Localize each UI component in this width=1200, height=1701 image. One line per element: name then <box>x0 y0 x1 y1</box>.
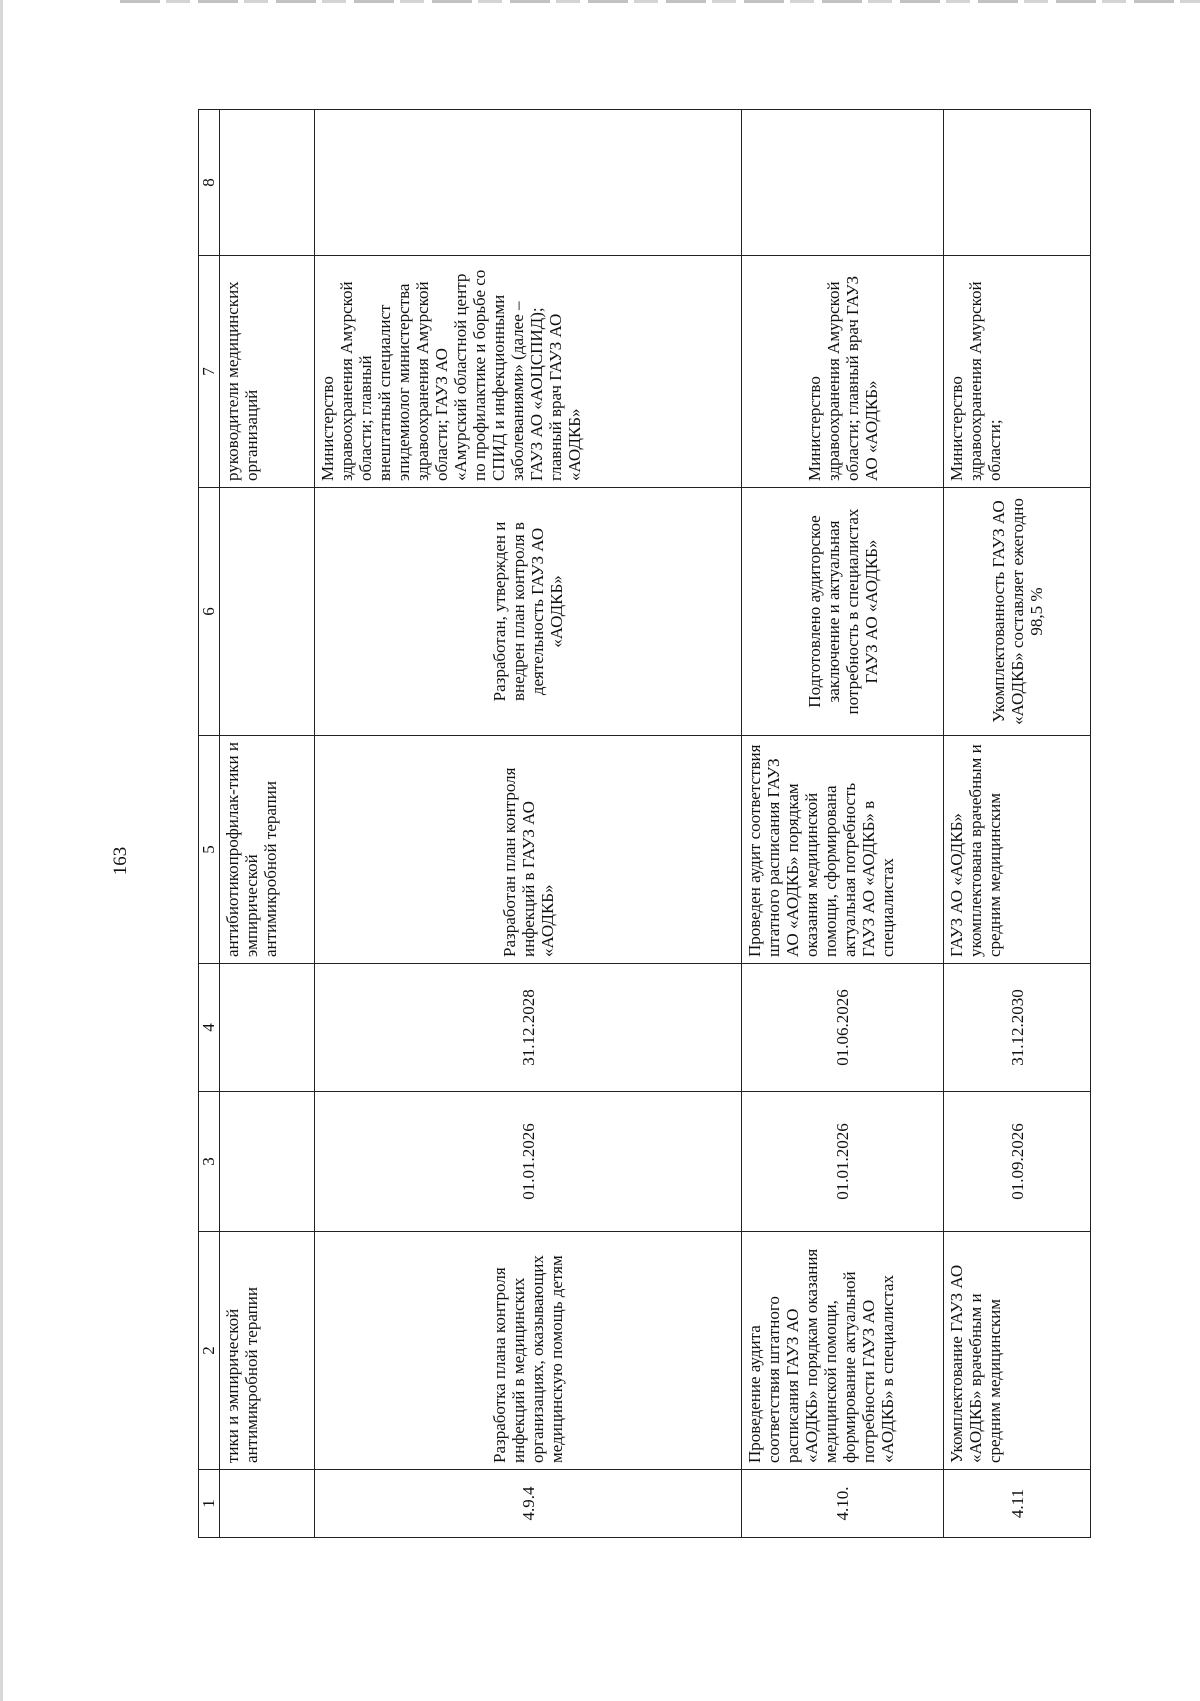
plan-table <box>198 109 1091 1538</box>
cell-indicator <box>220 488 315 736</box>
cell-indicator: Подготовлено аудиторское заключение и актуальная потребность в специалистах ГАУЗ АО «АОДКБ» <box>742 488 944 736</box>
header-row <box>199 110 220 1538</box>
cell-num: 4.10. <box>742 1470 944 1538</box>
col-header-7: 7 <box>199 256 220 488</box>
cell-end: 31.12.2030 <box>944 964 1091 1092</box>
page-number: 163 <box>110 846 131 876</box>
table-row <box>315 110 742 1538</box>
table-row <box>944 110 1091 1538</box>
cell-result: Проведен аудит соответствия штатного расписания ГАУЗ АО «АОДКБ» порядкам оказания медицинской помощи, сформирована актуальная потребность ГАУЗ АО «АОДКБ» в специалистах <box>742 736 944 964</box>
cell-num <box>220 1470 315 1538</box>
cell-name: Разработка плана контроля инфекций в медицинских организациях, оказывающих медицинскую помощь детям <box>315 1232 742 1470</box>
cell-result: ГАУЗ АО «АОДКБ» укомплектована врачебным и средним медицинским <box>944 736 1091 964</box>
col-header-8: 8 <box>199 110 220 256</box>
cell-start: 01.01.2026 <box>315 1092 742 1232</box>
cell-result: антибиотикопрофилак-тики и эмпирической антимикробной терапии <box>220 736 315 964</box>
cell-indicator: Разработан, утвержден и внедрен план контроля в деятельность ГАУЗ АО «АОДКБ» <box>315 488 742 736</box>
table-row <box>742 110 944 1538</box>
cell-start <box>220 1092 315 1232</box>
cell-name: Укомплектование ГАУЗ АО «АОДКБ» врачебным и средним медицинским <box>944 1232 1091 1470</box>
col-header-2: 2 <box>199 1232 220 1470</box>
cell-num: 4.11 <box>944 1470 1091 1538</box>
col-header-5: 5 <box>199 736 220 964</box>
cell-result: Разработан план контроля инфекций в ГАУЗ АО «АОДКБ» <box>315 736 742 964</box>
cell-note <box>944 110 1091 256</box>
cell-responsible: руководители медицинских организаций <box>220 256 315 488</box>
cell-start: 01.01.2026 <box>742 1092 944 1232</box>
table-row <box>220 110 315 1538</box>
cell-note <box>742 110 944 256</box>
col-header-3: 3 <box>199 1092 220 1232</box>
cell-num: 4.9.4 <box>315 1470 742 1538</box>
cell-name: тики и эмпирической антимикробной терапии <box>220 1232 315 1470</box>
cell-end: 01.06.2026 <box>742 964 944 1092</box>
cell-name: Проведение аудита соответствия штатного расписания ГАУЗ АО «АОДКБ» порядкам оказания медицинской помощи, формирование актуальной потребности ГАУЗ АО «АОДКБ» в специалистах <box>742 1232 944 1470</box>
cell-responsible: Министерство здравоохранения Амурской области; главный внештатный специалист эпидемиолог министерства здравоохранения Амурской области; ГАУЗ АО «Амурский областной центр по профилактике и борьбе со СПИД и инфекционными заболеваниями» (далее – ГАУЗ АО «АОЦСПИД); главный врач ГАУЗ АО «АОДКБ» <box>315 256 742 488</box>
cell-indicator: Укомплектованность ГАУЗ АО «АОДКБ» составляет ежегодно 98,5 % <box>944 488 1091 736</box>
cell-responsible: Министерство здравоохранения Амурской области; главный врач ГАУЗ АО «АОДКБ» <box>742 256 944 488</box>
col-header-1: 1 <box>199 1470 220 1538</box>
cell-end <box>220 964 315 1092</box>
cell-note <box>220 110 315 256</box>
cell-start: 01.09.2026 <box>944 1092 1091 1232</box>
cell-responsible: Министерство здравоохранения Амурской области; <box>944 256 1091 488</box>
col-header-6: 6 <box>199 488 220 736</box>
cell-end: 31.12.2028 <box>315 964 742 1092</box>
col-header-4: 4 <box>199 964 220 1092</box>
cell-note <box>315 110 742 256</box>
